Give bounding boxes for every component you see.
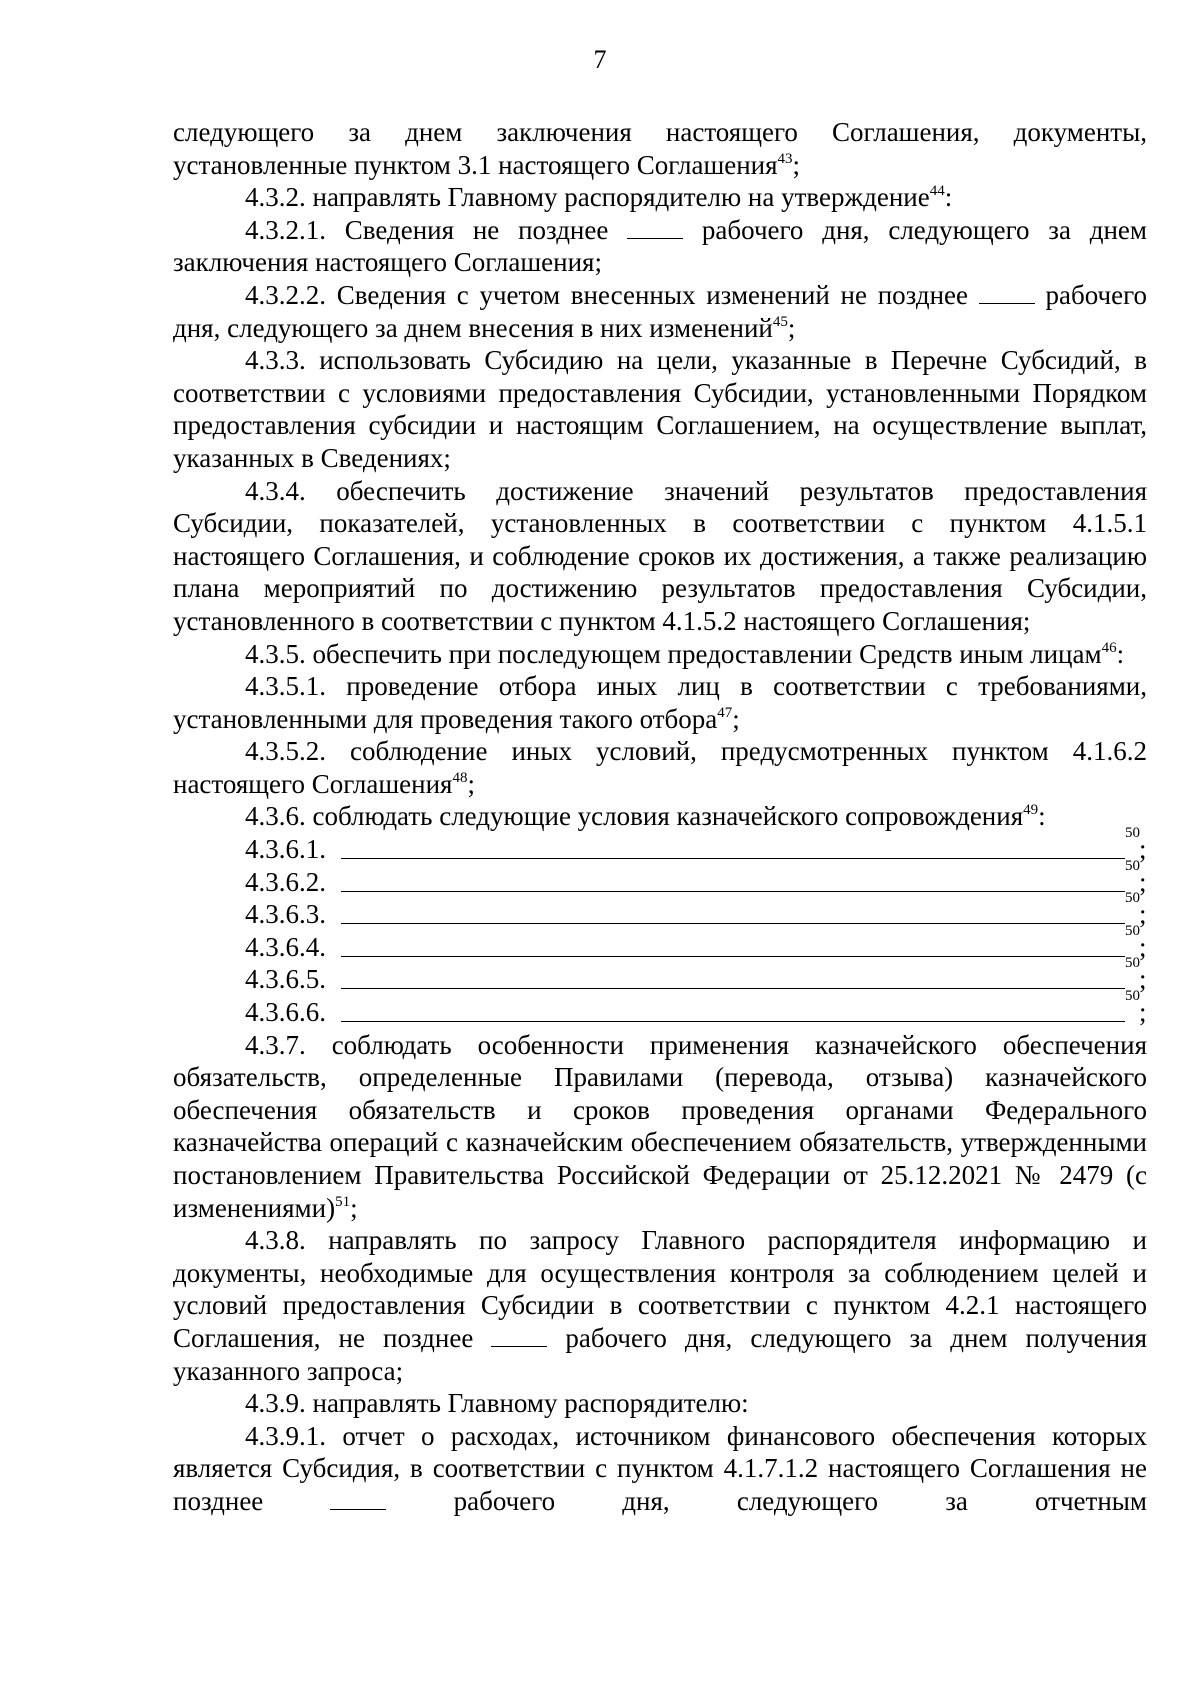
- treasury-item-number: 4.3.6.5.: [245, 964, 326, 995]
- footnote-ref[interactable]: 50: [1125, 955, 1140, 972]
- treasury-item-blank-line: [341, 891, 1125, 892]
- document-body: [173, 116, 1147, 1518]
- treasury-item: [173, 922, 1147, 964]
- treasury-item-blank-line: [341, 923, 1125, 924]
- treasury-item-number: 4.3.6.4.: [245, 931, 326, 962]
- footnote-ref[interactable]: 43: [777, 150, 793, 167]
- footnote-ref[interactable]: 50: [1125, 890, 1140, 907]
- treasury-item-number: 4.3.6.3.: [245, 899, 326, 930]
- treasury-item-number: 4.3.6.1.: [245, 834, 326, 865]
- treasury-item: [173, 955, 1147, 996]
- clause-4-3-3: 4.3.3. использовать Субсидию на цели, указанные в Перечне Субсидий, в соответствии с условиями предоставления Субсидии, установленными Порядком предоставления субсидии и настоящим Соглашением, на осуществление выплат, указанных в Сведениях;: [173, 345, 1147, 473]
- footnote-ref[interactable]: 45: [772, 313, 788, 330]
- clause-4-3-5: 4.3.5. обеспечить при последующем предоставлении Средств иным лицам$^{46}$:: [245, 638, 1125, 669]
- clause-4-3-9: 4.3.9. направлять Главному распорядителю:: [245, 1388, 749, 1419]
- treasury-item-blank-line: [341, 956, 1125, 957]
- treasury-item-number: 4.3.6.6.: [245, 997, 326, 1028]
- treasury-item-end: ;: [1139, 997, 1147, 1028]
- treasury-item-end: ;: [1139, 834, 1147, 865]
- treasury-item-blank-line: [341, 1021, 1125, 1022]
- clause-4-3-5-2: 4.3.5.2. соблюдение иных условий, предусмотренных пунктом 4.1.6.2 настоящего Соглашения$^{48}$;: [173, 736, 1147, 799]
- treasury-item-end: ;: [1139, 964, 1147, 995]
- footnote-ref[interactable]: 48: [452, 769, 468, 786]
- page-number: 7: [593, 45, 607, 74]
- clause-4-3-7: 4.3.7. соблюдать особенности применения казначейского обеспечения обязательств, определенные Правилами (перевода, отзыва) казначейского обеспечения обязательств и сроков проведения органами Федерального казначейства операций с казначейским обеспечением обязательств, утвержденными постановлением Правительства Российской Федерации от 25.12.2021 № 2479 (с изменениями)$^{51}$;: [173, 1029, 1147, 1223]
- footnote-ref[interactable]: 50: [1125, 857, 1140, 874]
- clause-4-3-2-1: 4.3.2.1. Сведения не позднее рабочего дня, следующего за днем заключения настоящего Соглашения;: [173, 214, 1148, 278]
- footnote-ref[interactable]: 47: [717, 704, 733, 721]
- treasury-item: [173, 988, 1147, 1029]
- treasury-conditions-list: [173, 825, 1147, 1029]
- clause-4-3-6: 4.3.6. соблюдать следующие условия казначейского сопровождения$^{49}$:: [245, 801, 1046, 832]
- footnote-ref[interactable]: 50: [1125, 988, 1140, 1005]
- treasury-item-end: ;: [1139, 899, 1147, 930]
- footnote-ref[interactable]: 49: [1023, 802, 1039, 819]
- footnote-ref[interactable]: 44: [929, 183, 945, 200]
- clause-4-3-4: 4.3.4. обеспечить достижение значений результатов предоставления Субсидии, показателей, установленных в соответствии с пунктом 4.1.5.1 настоящего Соглашения, и соблюдение сроков их достижения, а также реализацию плана мероприятий по достижению результатов предоставления Субсидии, установленного в соответствии с пунктом 4.1.5.2 настоящего Соглашения;: [173, 475, 1147, 636]
- clause-4-3-8: 4.3.8. направлять по запросу Главного распорядителя информацию и документы, необходимые для осуществления контроля за соблюдением целей и условий предоставления Субсидии в соответствии с пунктом 4.2.1 настоящего Соглашения, не позднее рабочего дня, следующего за днем получения указанного запроса;: [173, 1225, 1147, 1386]
- blank-field: [979, 279, 1035, 304]
- treasury-item-number: 4.3.6.2.: [245, 866, 326, 897]
- blank-field: [330, 1485, 386, 1510]
- clause-4-3-5-1: 4.3.5.1. проведение отбора иных лиц в соответствии с требованиями, установленными для проведения такого отбора$^{47}$;: [173, 671, 1147, 734]
- treasury-item: [173, 857, 1147, 899]
- paragraph-continuation: следующего за днем заключения настоящего Соглашения, документы, установленные пунктом 3.1 настоящего Соглашения$^{43}$;: [173, 117, 1147, 180]
- treasury-item-end: ;: [1139, 931, 1147, 962]
- footnote-ref[interactable]: 50: [1125, 922, 1140, 939]
- treasury-item-blank-line: [341, 858, 1125, 859]
- clause-4-3-2-2: 4.3.2.2. Сведения с учетом внесенных изменений не позднее рабочего дня, следующего за днем внесения в них изменений$^{45}$;: [173, 279, 1147, 343]
- blank-field: [491, 1322, 547, 1347]
- footnote-ref[interactable]: 51: [335, 1193, 351, 1210]
- clause-4-3-2: 4.3.2. направлять Главному распорядителю на утверждение$^{44}$:: [245, 182, 953, 213]
- footnote-ref[interactable]: 50: [1125, 825, 1140, 842]
- treasury-item-end: ;: [1139, 866, 1147, 897]
- treasury-item: [173, 825, 1147, 866]
- treasury-item: [173, 890, 1147, 931]
- blank-field: [627, 214, 683, 239]
- clause-4-3-9-1: 4.3.9.1. отчет о расходах, источником финансового обеспечения которых является Субсидия, в соответствии с пунктом 4.1.7.1.2 настоящего Соглашения не позднее рабочего дня, следующего за отчетным: [173, 1420, 1147, 1516]
- treasury-item-blank-line: [341, 988, 1125, 989]
- footnote-ref[interactable]: 46: [1101, 639, 1117, 656]
